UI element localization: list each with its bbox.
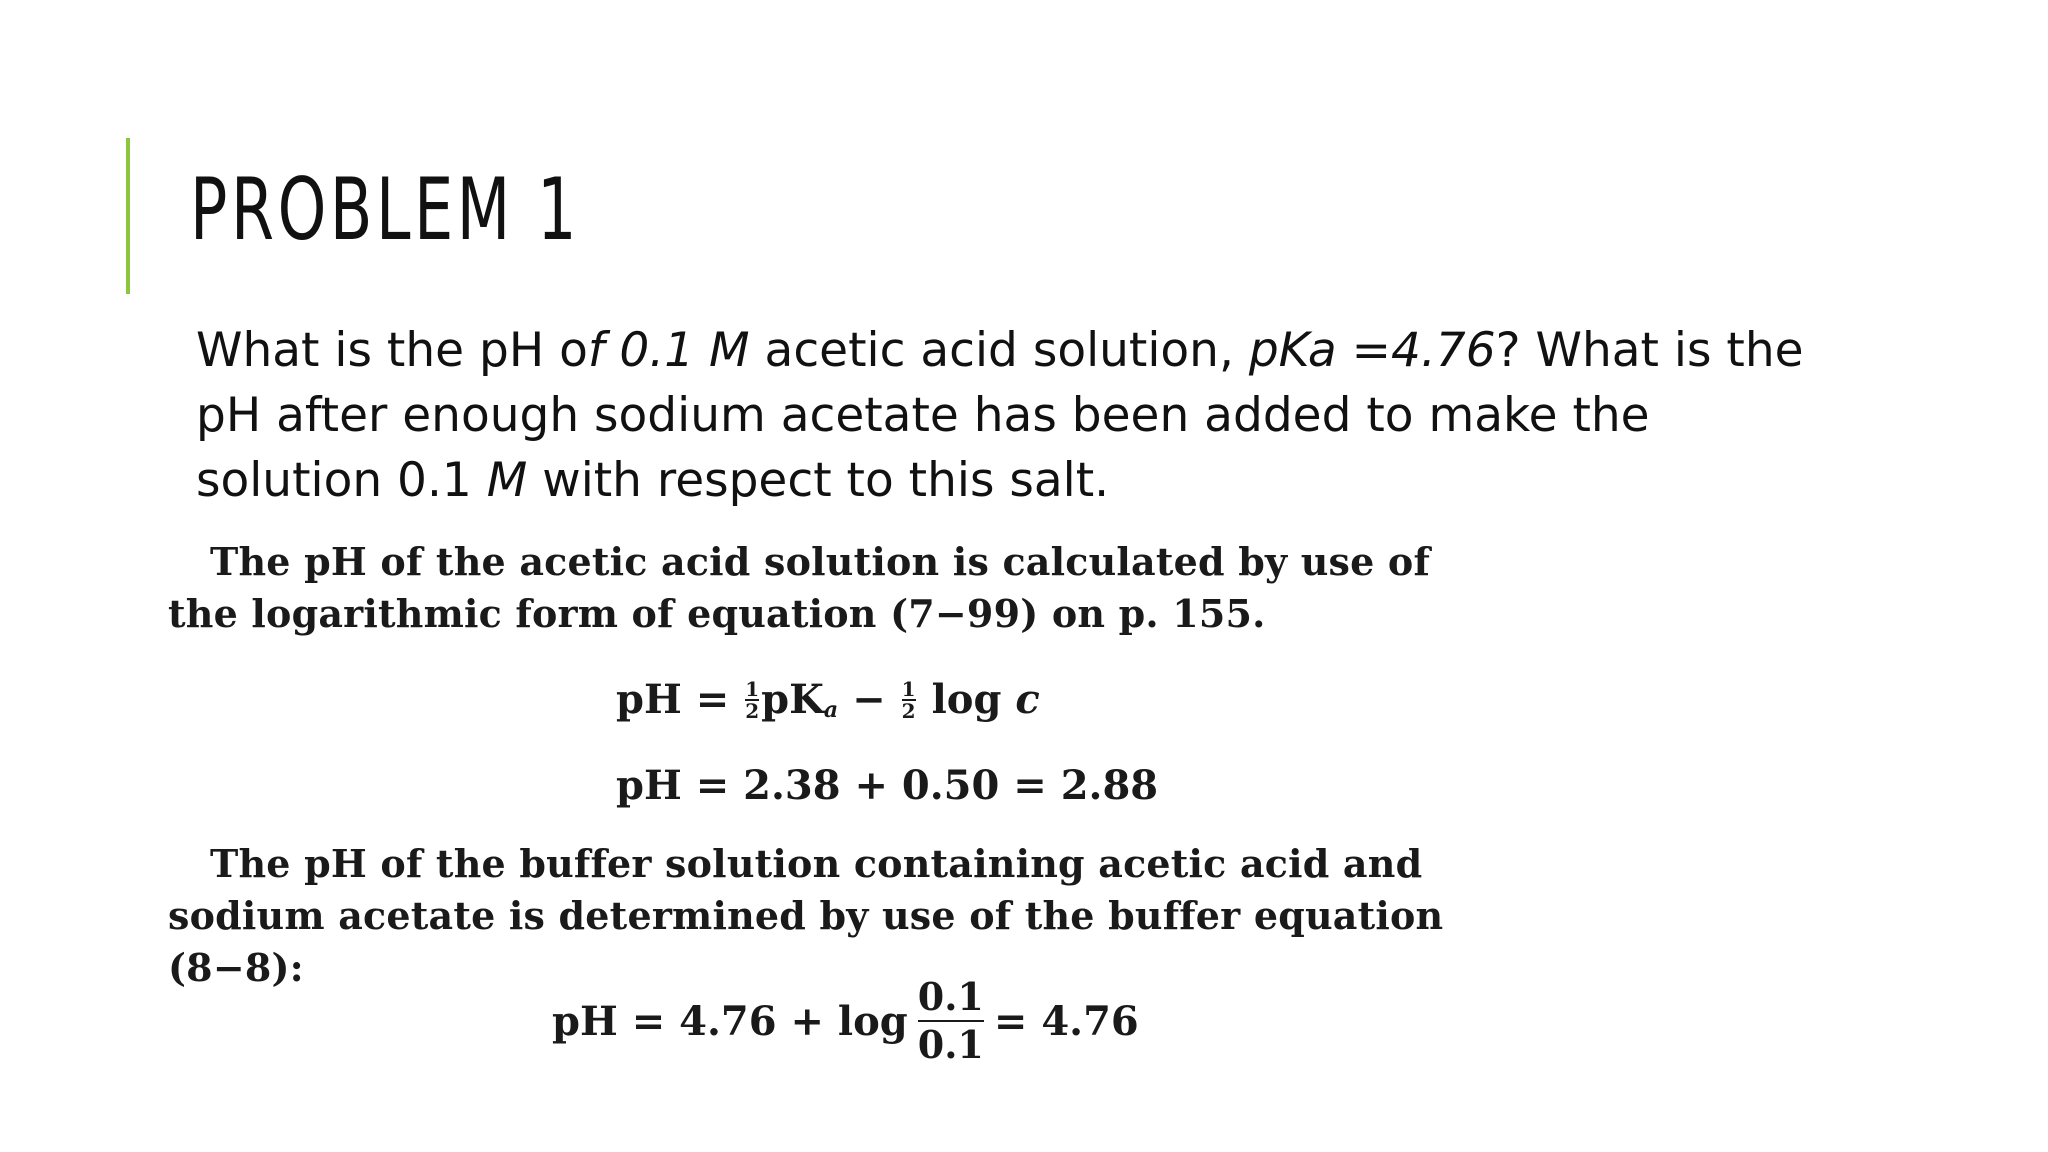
eq1-lhs: pH = <box>616 676 730 723</box>
question-text-2: acetic acid solution, <box>749 323 1249 378</box>
equation-ph-weak-acid <box>616 676 1040 723</box>
question-text-1: What is the pH o <box>196 323 588 378</box>
solution-paragraph-1-text: The pH of the acetic acid solution is calculated by use of the logarithmic form of equation (7−99) on p. 155. <box>168 539 1431 636</box>
eq3-lhs: pH = 4.76 + log <box>552 997 908 1045</box>
eq1-concentration-var: c <box>1015 676 1040 723</box>
eq1-frac2-den: 2 <box>901 698 916 723</box>
eq1-half-fraction-1 <box>745 676 760 723</box>
solution-paragraph-1 <box>168 536 1468 640</box>
question-concentration: f 0.1 M <box>587 323 750 378</box>
question-molar-unit: M <box>486 453 528 508</box>
slide-title: PROBLEM 1 <box>190 160 581 260</box>
equation-ph-result: pH = 2.38 + 0.50 = 2.88 <box>616 762 1159 809</box>
problem-question <box>196 318 1836 513</box>
eq1-frac2-num: 1 <box>901 676 916 701</box>
eq1-pk-subscript: a <box>823 696 839 723</box>
eq3-rhs: = 4.76 <box>993 997 1139 1045</box>
eq1-pk: pK <box>761 676 824 723</box>
solution-excerpt <box>168 536 1468 1096</box>
title-accent-bar <box>126 138 130 294</box>
question-text-4: with respect to this salt. <box>527 453 1110 508</box>
eq3-ratio-fraction <box>918 974 984 1068</box>
solution-paragraph-2-text: The pH of the buffer solution containing acetic acid and sodium acetate is determined by use of the buffer equation (8−8): <box>168 841 1444 990</box>
eq1-frac1-num: 1 <box>745 676 760 701</box>
question-text-3: ? What is the pH after enough sodium acetate has been added to make the solution 0.1 <box>196 323 1804 508</box>
eq1-frac1-den: 2 <box>745 698 760 723</box>
eq1-minus: − <box>852 676 886 723</box>
equation-buffer <box>552 966 1139 1076</box>
question-pka: pKa =4.76 <box>1248 323 1496 378</box>
eq1-half-fraction-2 <box>901 676 916 723</box>
eq1-log: log <box>931 676 1002 723</box>
eq3-denominator: 0.1 <box>917 1022 984 1067</box>
eq3-numerator: 0.1 <box>917 974 984 1019</box>
